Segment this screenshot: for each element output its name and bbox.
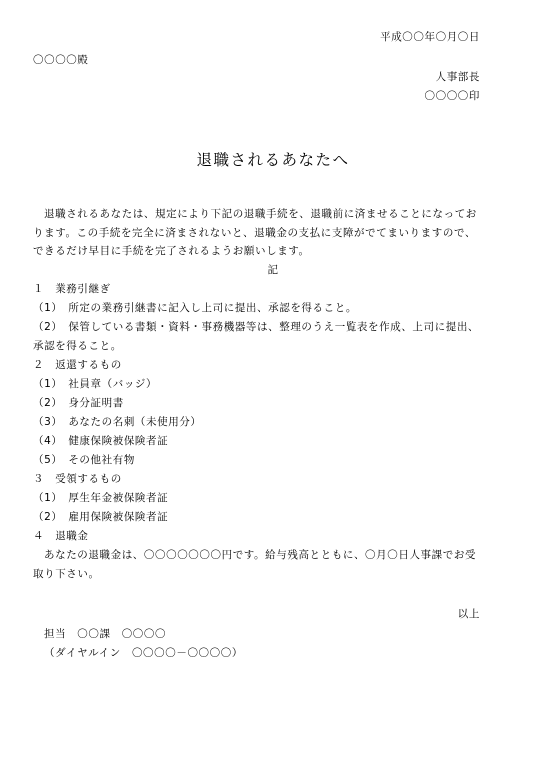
intro-line-3: できるだけ早目に手続を完了されるようお願いします。: [33, 245, 310, 257]
sender-name-text: 〇〇〇〇印: [424, 90, 480, 102]
section4-line-2: 取り下さい。: [33, 568, 100, 580]
document-title: 退職されるあなたへ: [196, 151, 350, 169]
recipient-text: 〇〇〇〇殿: [33, 54, 89, 66]
section4-line-1: あなたの退職金は、〇〇〇〇〇〇〇円です。給与残高とともに、〇月〇日人事課でお受: [44, 549, 477, 561]
contact-person: 担当 〇〇課 〇〇〇〇: [44, 628, 167, 640]
section2-heading: ２ 返還するもの: [33, 359, 122, 371]
section1-heading: １ 業務引継ぎ: [33, 283, 111, 295]
closing-text: 以上: [457, 608, 480, 620]
section2-item-2: （2） 身分証明書: [33, 397, 124, 409]
section2-item-4: （4） 健康保険被保険者証: [33, 435, 169, 447]
intro-line-2: ります。この手続を完全に済まされないと、退職金の支払に支障がでてまいりますので、: [33, 227, 476, 239]
section1-item-2-cont: 承認を得ること。: [33, 340, 122, 352]
contact-dial-in: （ダイヤルイン 〇〇〇〇－〇〇〇〇）: [44, 647, 243, 659]
section2-item-5: （5） その他社有物: [33, 454, 135, 466]
ki-heading: 記: [267, 264, 279, 276]
intro-line-1: 退職されるあなたは、規定により下記の退職手続を、退職前に済ませることになってお: [44, 208, 477, 220]
section3-heading: ３ 受領するもの: [33, 473, 122, 485]
section3-item-1: （1） 厚生年金被保険者証: [33, 492, 169, 504]
section1-item-1: （1） 所定の業務引継書に記入し上司に提出、承認を得ること。: [33, 302, 357, 314]
section4-heading: ４ 退職金: [33, 530, 89, 542]
date-text: 平成〇〇年〇月〇日: [380, 31, 480, 43]
section2-item-3: （3） あなたの名刺（未使用分）: [33, 416, 202, 428]
section2-item-1: （1） 社員章（バッジ）: [33, 378, 158, 390]
section3-item-2: （2） 雇用保険被保険者証: [33, 511, 169, 523]
sender-title-text: 人事部長: [435, 71, 480, 83]
section1-item-2: （2） 保管している書類・資料・事務機器等は、整理のうえ一覧表を作成、上司に提出、: [33, 321, 480, 333]
